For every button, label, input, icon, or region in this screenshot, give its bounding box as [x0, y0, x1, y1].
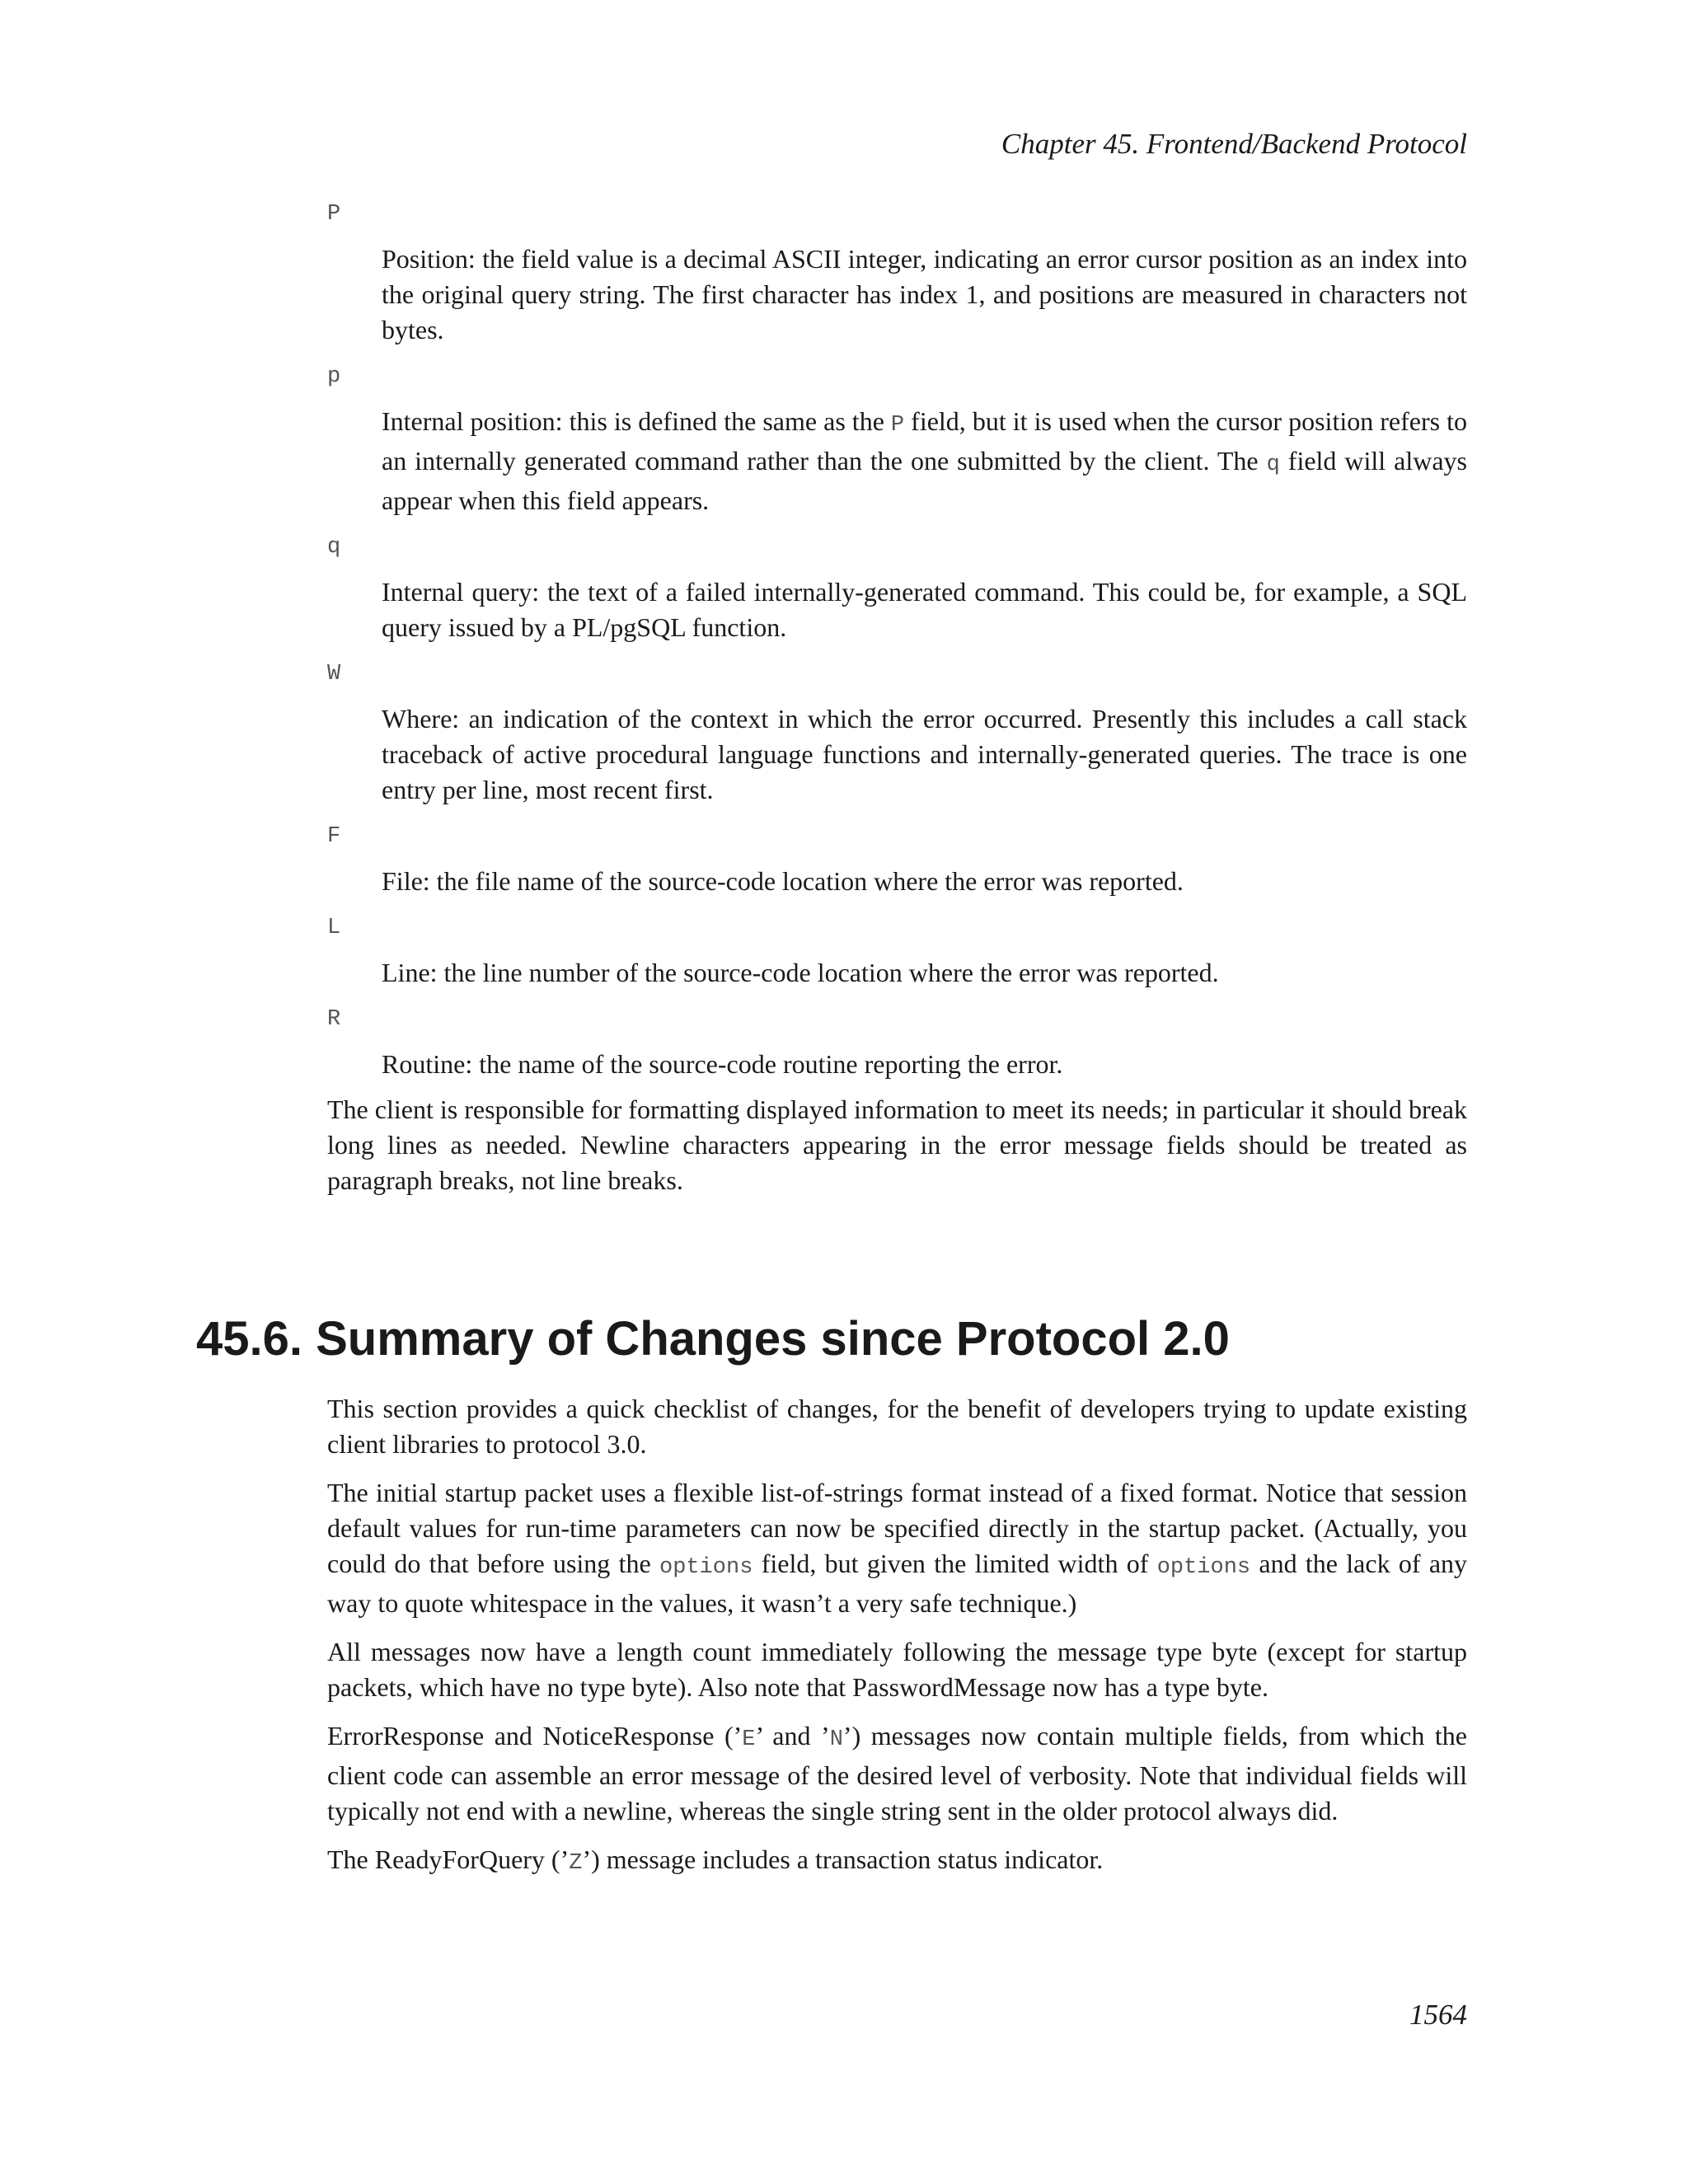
page-number: 1564 [1409, 1999, 1467, 2031]
field-code: q [327, 535, 341, 560]
text-run: field, but given the limited width of [753, 1549, 1157, 1578]
text-run: and the lack of any way to quote whitespace in the values, it wasn’t a very safe technique.) [327, 1549, 1468, 1618]
text-run: field, but it is used when the cursor position refers to an internally generated command rather than the one submitted by the client. The [382, 406, 1467, 476]
field-list [327, 195, 1467, 1212]
field-description: Line: the line number of the source-code location where the error was reported. [382, 958, 1219, 987]
field-code: R [327, 1007, 341, 1032]
field-entry-R [327, 1001, 1467, 1082]
inline-code: E [742, 1727, 756, 1752]
field-entry-F [327, 818, 1467, 899]
field-code: L [327, 916, 341, 940]
field-code: P [327, 202, 341, 227]
inline-code: options [1156, 1555, 1251, 1580]
text-run: ’) message includes a transaction status indicator. [582, 1844, 1104, 1874]
section-paragraph-1: This section provides a quick checklist of changes, for the benefit of developers trying to update existing client libraries to protocol 3.0. [327, 1394, 1467, 1459]
text-run: Internal position: this is defined the same as the [382, 406, 891, 436]
section-paragraph-3: All messages now have a length count immediately following the message type byte (except for startup packets, which have no type byte). Also note that PasswordMessage now has a type byte. [327, 1637, 1467, 1702]
field-description: File: the file name of the source-code location where the error was reported. [382, 866, 1184, 896]
text-run: The ReadyForQuery (’ [327, 1844, 570, 1874]
closing-paragraph: The client is responsible for formatting displayed information to meet its needs; in particular it should break long lines as needed. Newline characters appearing in the error message fields should be treated as paragraph breaks, not line breaks. [327, 1094, 1467, 1195]
inline-code: N [829, 1727, 843, 1752]
field-entry-q [327, 528, 1467, 645]
section-paragraph-4 [327, 1718, 1467, 1829]
text-run: ErrorResponse and NoticeResponse (’ [327, 1721, 743, 1750]
field-code: F [327, 824, 341, 849]
field-description: Routine: the name of the source-code routine reporting the error. [382, 1049, 1063, 1079]
field-description: Where: an indication of the context in which the error occurred. Presently this includes a call stack traceback of active procedural language functions and internally-generated queries. The trace is one entry per line, most recent first. [382, 704, 1467, 804]
inline-code: q [1266, 452, 1280, 477]
field-entry-W [327, 655, 1467, 808]
section-paragraph-5 [327, 1842, 1467, 1882]
inline-code: options [659, 1555, 753, 1580]
field-entry-L [327, 909, 1467, 991]
field-description: Position: the field value is a decimal ASCII integer, indicating an error cursor position as an index into the original query string. The first character has index 1, and positions are measured in characters not bytes. [382, 244, 1467, 344]
text-run: ’) messages now contain multiple fields, from which the client code can assemble an error message of the desired level of verbosity. Note that individual fields will typically not end with a newline, whereas the single string sent in the older protocol always did. [327, 1721, 1468, 1825]
text-run: ’ and ’ [755, 1721, 830, 1750]
inline-code: P [890, 413, 905, 438]
running-header: Chapter 45. Frontend/Backend Protocol [1001, 128, 1467, 160]
field-description: Internal query: the text of a failed internally-generated command. This could be, for example, a SQL query issued by a PL/pgSQL function. [382, 577, 1467, 642]
field-description [382, 404, 1467, 518]
field-entry-P [327, 195, 1467, 348]
inline-code: Z [569, 1851, 583, 1876]
section-paragraph-2 [327, 1475, 1467, 1621]
field-code: W [327, 662, 341, 687]
text-run: field will always appear when this field appears. [382, 446, 1468, 515]
field-entry-p [327, 358, 1467, 518]
text-run: The initial startup packet uses a flexible list-of-strings format instead of a fixed format. Notice that session default values for run-time parameters can now be specified directly in the startup packet. (Actually, you could do that before using the [327, 1478, 1467, 1578]
section-heading: 45.6. Summary of Changes since Protocol 2.0 [196, 1312, 1230, 1366]
section-body [327, 1391, 1467, 1895]
field-code: p [327, 364, 341, 389]
